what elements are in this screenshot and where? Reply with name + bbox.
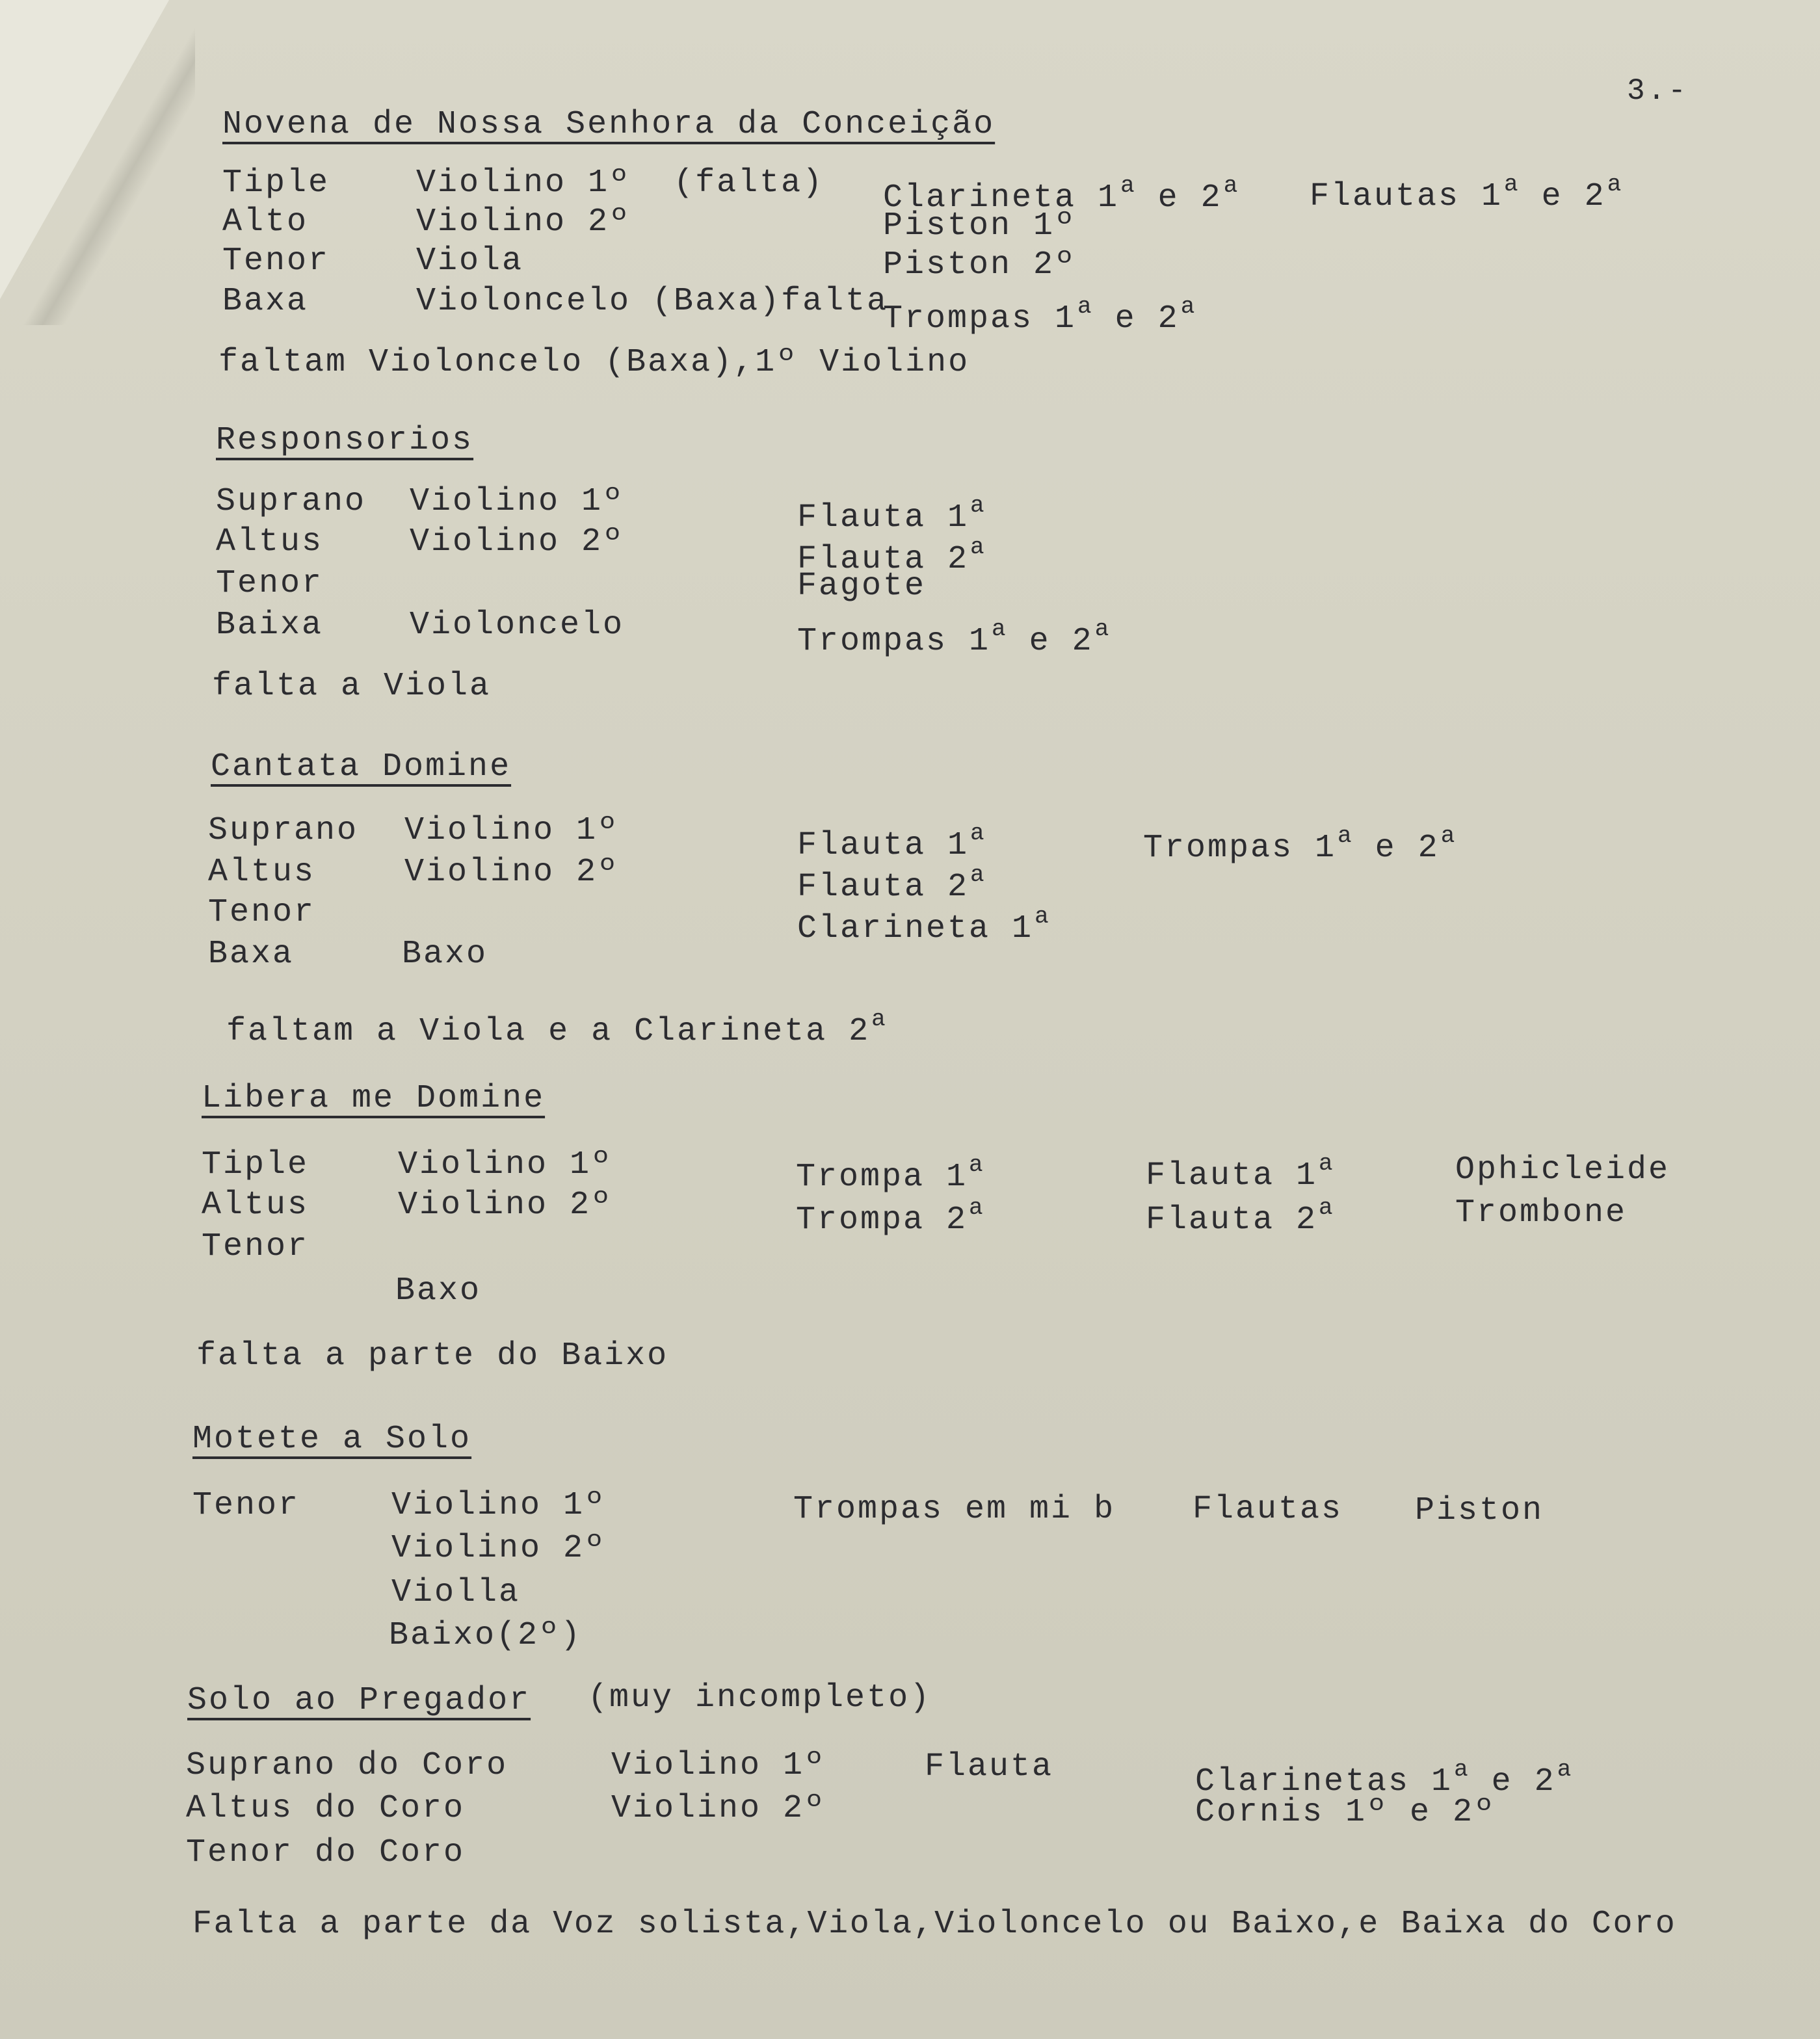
instrument: Violoncelo [410,607,625,644]
instrument: Piston 1º [883,207,1077,244]
instrument: Flautas 1$^a$ e 2$^a$ [1310,171,1624,215]
instrument: Flauta [925,1748,1054,1785]
instrument: Clarinetas 1$^a$ e 2$^a$ [1195,1756,1574,1800]
voice: Baxa [222,283,309,320]
instrument: Trompas 1$^a$ e 2$^a$ [1143,822,1457,867]
section-title-novena: Novena de Nossa Senhora da Conceição [222,106,996,143]
instrument: Flauta 2$^a$ [1146,1194,1335,1239]
voice: Altus [216,523,324,560]
instrument: Flauta 1$^a$ [797,492,986,536]
voice: Alto [222,204,309,241]
instrument: Baxo [395,1272,482,1309]
instrument: Clarineta 1$^a$ e 2$^a$ [883,172,1240,217]
voice: Tenor [208,894,316,931]
instrument: Violino 1º [391,1487,607,1524]
instrument: Flauta 1$^a$ [1146,1150,1335,1194]
instrument: Fagote [797,568,927,605]
instrument: Violino 2º [391,1530,607,1567]
instrument: Trombone [1455,1194,1628,1231]
instrument: Baxo [402,936,488,973]
fold-shadow [0,0,195,325]
instrument: Violoncelo (Baxa)falta [416,283,889,320]
instrument: Violino 2º [410,523,625,560]
page-number: 3.- [1627,74,1689,108]
instrument: Violino 1º [398,1146,613,1183]
voice: Tenor [202,1228,310,1265]
instrument: Trompas 1$^a$ e 2$^a$ [797,616,1111,660]
instrument: Trompa 2$^a$ [796,1194,985,1239]
section-subtitle-solo: (muy incompleto) [588,1679,932,1717]
instrument: Flauta 2$^a$ [797,862,986,906]
voice: Tiple [222,164,330,202]
section-title-responsorios: Responsorios [216,422,474,459]
instrument: Ophicleide [1455,1151,1670,1189]
instrument: Viola [416,243,524,280]
section-title-solo: Solo ao Pregador [187,1682,531,1719]
instrument: Violino 2º [404,854,620,891]
instrument: Trompas em mi b [793,1491,1116,1528]
voice: Altus do Coro [186,1790,466,1827]
instrument: Flauta 2$^a$ [797,534,986,578]
missing-note: falta a Viola [212,668,492,705]
section-title-motete: Motete a Solo [192,1421,472,1458]
missing-note: faltam a Viola e a Clarineta 2$^a$ [226,1006,888,1050]
instrument: Violino 1º (falta) [416,164,824,202]
voice: Suprano do Coro [186,1747,508,1784]
instrument: Piston [1415,1492,1544,1529]
instrument: Violino 1º [410,483,625,520]
voice: Baixa [216,607,324,644]
instrument: Clarineta 1$^a$ [797,903,1051,947]
section-title-cantata: Cantata Domine [211,748,512,785]
section-title-libera: Libera me Domine [202,1080,546,1117]
voice: Altus [208,854,316,891]
voice: Baxa [208,936,295,973]
voice: Suprano [216,483,367,520]
voice: Tenor [192,1487,300,1524]
voice: Tenor [216,565,324,602]
instrument: Violino 1º [404,812,620,849]
instrument: Piston 2º [883,246,1077,283]
missing-note: Falta a parte da Voz solista,Viola,Violoncelo ou Baixo,e Baixa do Coro [192,1906,1677,1943]
voice: Suprano [208,812,359,849]
instrument: Trompa 1$^a$ [796,1151,985,1196]
instrument: Flauta 1$^a$ [797,820,986,864]
instrument: Baixo(2º) [389,1617,583,1654]
instrument: Violino 2º [611,1790,826,1827]
instrument: Violino 2º [416,204,631,241]
instrument: Violino 2º [398,1187,613,1224]
instrument: Flautas [1193,1491,1343,1528]
instrument: Cornis 1º e 2º [1195,1794,1496,1831]
missing-note: faltam Violoncelo (Baxa),1º Violino [218,344,970,381]
voice: Tiple [202,1146,310,1183]
voice: Tenor [222,243,330,280]
voice: Altus [202,1187,310,1224]
voice: Tenor do Coro [186,1834,466,1871]
instrument: Violla [391,1574,521,1611]
instrument: Violino 1º [611,1747,826,1784]
instrument: Trompas 1$^a$ e 2$^a$ [883,293,1197,337]
missing-note: falta a parte do Baixo [196,1337,669,1375]
